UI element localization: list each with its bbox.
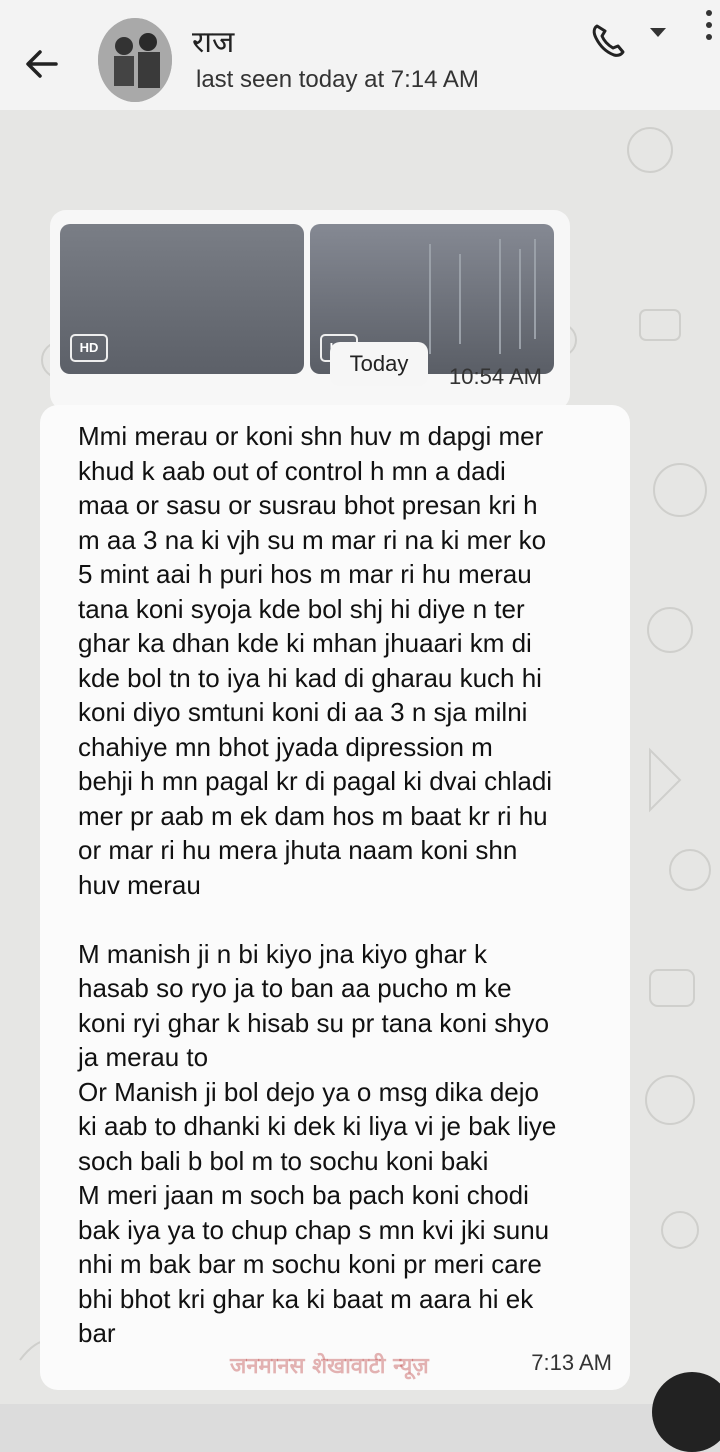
date-separator: Today: [330, 342, 428, 386]
avatar[interactable]: [98, 18, 172, 102]
text-message-bubble[interactable]: [40, 405, 630, 1390]
last-seen-status: last seen today at 7:14 AM: [196, 66, 479, 93]
chevron-down-icon[interactable]: [650, 28, 666, 37]
media-message-bubble[interactable]: [50, 210, 570, 410]
message-timestamp: 10:54 AM: [449, 364, 542, 389]
chat-area[interactable]: [0, 110, 720, 1404]
hd-badge: HD: [70, 334, 108, 362]
chat-header: [0, 0, 720, 110]
more-vertical-icon[interactable]: [706, 10, 714, 50]
watermark-text: जनमानस शेखावाटी न्यूज़: [230, 1354, 429, 1379]
message-text: Mmi merau or koni shn huv m dapgi mer khud k aab out of control h mn a dadi maa or sasu or susrau bhot presan kri h m aa 3 na ki vjh su m mar ri na ki mer ko 5 mint aai h puri hos m mar ri hu merau tana koni syoja kde bol shj hi diye n ter ghar ka dhan kde ki mhan jhuaari km di kde bol tn to iya hi kad di gharau kuch hi koni diyo smtuni koni di aa 3 n sja milni chahiye mn bhot jyada dipression m behji h mn pagal kr di pagal ki dvai chladi mer pr aab m ek dam hos m baat kr ri hu or mar ri hu mera jhuta naam koni shn huv merau M manish ji n bi kiyo jna kiyo ghar k hasab so ryo ja to ban aa pucho m ke koni ryi ghar k hisab su pr tana koni shyo ja merau to Or Manish ji bol dejo ya o msg dika dejo ki aab to dhanki ki dek ki liya vi je bak liye soch bali b bol m to sochu koni baki M meri jaan m soch ba pach koni chodi bak iya ya to chup chap s mn kvi jki sunu nhi m bak bar m sochu koni pr meri care bhi bhot kri ghar ka ki baat m aara hi ek bar: [78, 421, 557, 1348]
arrow-left-icon[interactable]: [22, 44, 62, 84]
phone-icon[interactable]: [588, 20, 628, 60]
scroll-down-button[interactable]: [652, 1372, 720, 1452]
photo-thumbnail[interactable]: [60, 224, 304, 374]
message-timestamp: 7:13 AM: [531, 1350, 612, 1375]
contact-name[interactable]: राज: [192, 25, 235, 60]
